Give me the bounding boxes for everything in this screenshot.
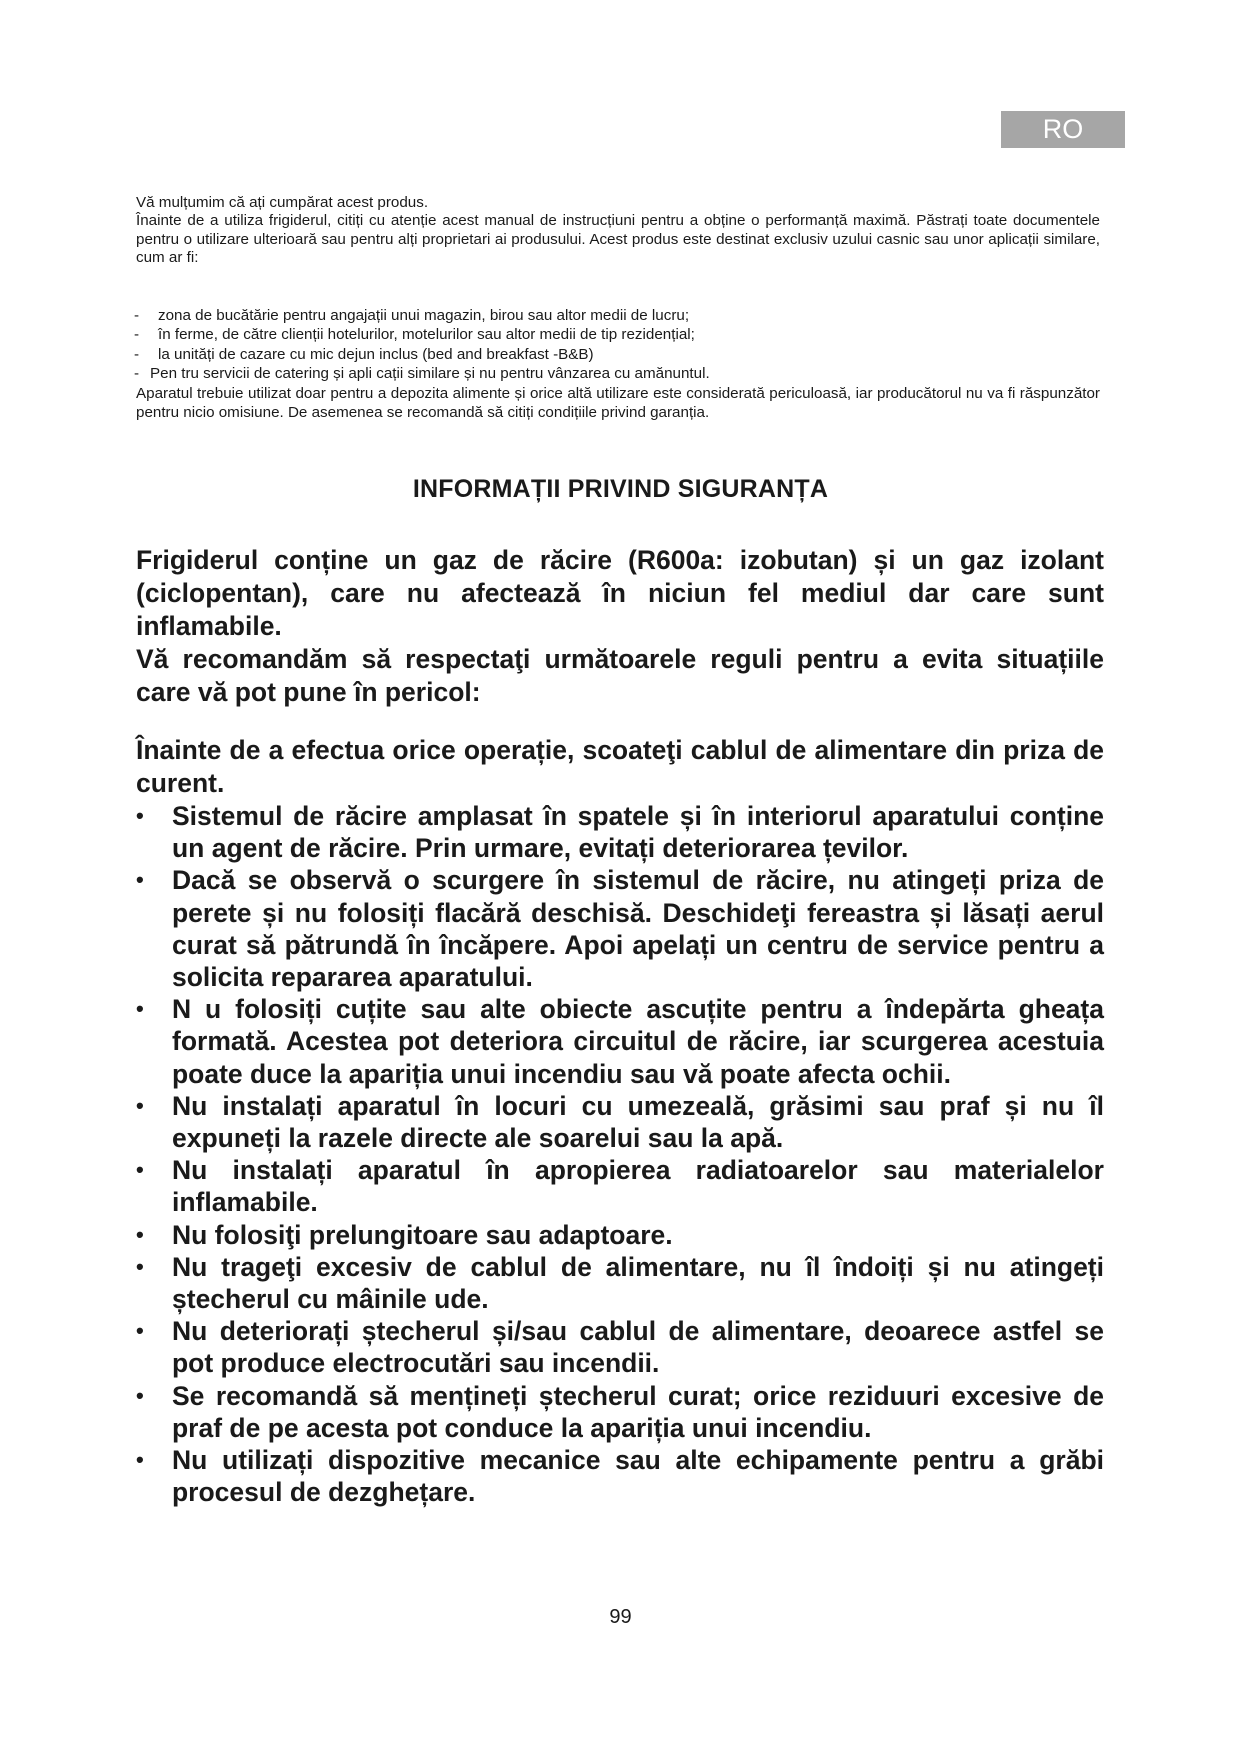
usage-item [134,325,1100,344]
safety-item-text: Sistemul de răcire amplasat în spatele și în interiorul aparatului conține un agent de răcire. Prin urmare, evitați deteriorarea țevilor. [172,801,1104,864]
safety-item-text: Se recomandă să mențineți ștecherul curat; orice reziduuri excesive de praf de pe acesta pot conduce la apariția unui incendiu. [172,1380,1104,1443]
usage-item-text: Pen tru servicii de catering și apli cații similare și nu pentru vânzarea cu amănuntul. [150,364,710,382]
safety-item [136,1251,1104,1315]
safety-item-text: Nu instalați aparatul în locuri cu umezeală, grăsimi sau praf și nu îl expuneți la razele directe ale soarelui sau la apă. [172,1090,1104,1154]
safety-list [136,800,1104,1508]
bullet-icon: • [136,1382,144,1408]
usage-item-text: zona de bucătărie pentru angajații unui magazin, birou sau altor medii de lucru; [158,307,690,324]
safety-item-text: Nu utilizați dispozitive mecanice sau alte echipamente pentru a grăbi procesul de dezghețare. [172,1445,1104,1508]
dash-marker: - [134,326,140,344]
safety-item-text: Nu trageţi excesiv de cablul de alimentare, nu îl îndoiți și nu atingeți ștecherul cu mâinile ude. [172,1251,1104,1315]
closing-paragraph: Aparatul trebuie utilizat doar pentru a depozita alimente și orice altă utilizare este considerată periculoasă, iar producătorul nu va fi răspunzător pentru nicio omisiune. De asemenea se recomandă să citiți condițiile privind garanția. [136,385,1100,421]
usage-item [134,306,1100,325]
intro-text [136,194,1100,267]
safety-item [136,1154,1104,1218]
section-title: INFORMAȚII PRIVIND SIGURANȚA [412,475,829,503]
safety-item [136,1219,1104,1251]
safety-item [136,864,1104,993]
intro-thanks: Vă mulțumim că ați cumpărat acest produs. [136,194,429,211]
usage-item-text: în ferme, de către clienții hotelurilor, motelurilor sau altor medii de tip rezidențial; [158,326,695,344]
warning-block [136,544,1104,709]
bullet-icon: • [136,867,144,893]
safety-item-text: Nu folosiţi prelungitoare sau adaptoare. [172,1219,673,1250]
usage-item-text: la unități de cazare cu mic dejun inclus (bed and breakfast -B&B) [158,345,594,363]
safety-item [136,1315,1104,1379]
bullet-icon: • [136,1221,144,1247]
bullet-icon: • [136,1253,144,1279]
warning-gas: Frigiderul conține un gaz de răcire (R600a: izobutan) și un gaz izolant (ciclopentan), care nu afectează în niciun fel mediul dar care sunt inflamabile. [136,545,1104,641]
warning-recommendation: Vă recomandăm să respectaţi următoarele reguli pentru a evita situațiile care vă pot pune în pericol: [136,644,1104,707]
bullet-icon: • [136,1447,144,1473]
safety-item [136,993,1104,1090]
dash-marker: - [134,364,140,382]
bullet-icon: • [136,1318,144,1344]
usage-list [134,306,1100,383]
safety-item [136,800,1104,864]
safety-item-text: Nu deteriorați ștecherul și/sau cablul de alimentare, deoarece astfel se pot produce electrocutări sau incendii. [172,1316,1104,1379]
bullet-icon: • [136,1157,144,1183]
safety-item-text: N u folosiți cuțite sau alte obiecte ascuțite pentru a îndepărta gheața formată. Acestea pot deteriora circuitul de răcire, iar scurgerea acestuia poate duce la apariția unui incendiu sau vă poate afecta ochii. [172,994,1104,1089]
safety-item [136,1444,1104,1508]
usage-item [134,364,1100,383]
dash-marker: - [134,307,140,324]
safety-item-text: Dacă se observă o scurgere în sistemul de răcire, nu atingeți priza de perete și nu folosiți flacără deschisă. Deschideţi fereastra și lăsați aerul curat să pătrundă în încăpere. Apoi apelați un centru de service pentru a solicita repararea aparatului. [172,865,1104,993]
bullet-icon: • [136,1092,144,1118]
dash-marker: - [134,345,140,363]
bullet-icon: • [136,803,144,828]
page-number: 99 [609,1606,632,1628]
safety-item [136,1380,1104,1444]
usage-item [134,345,1100,364]
bullet-icon: • [136,996,144,1022]
intro-instructions: Înainte de a utiliza frigiderul, citiți cu atenție acest manual de instrucțiuni pentru a obține o performanță maximă. Păstrați toate documentele pentru o utilizare ulterioară sau pentru alți proprietari ai produsului. Acest produs este destinat exclusiv uzului casnic sau unor aplicații similare, cum ar fi: [136,212,1100,266]
unplug-instruction: Înainte de a efectua orice operație, scoateţi cablul de alimentare din priza de curent. [136,735,1104,798]
language-badge: RO [1001,111,1125,148]
safety-item-text: Nu instalați aparatul în apropierea radiatoarelor sau materialelor inflamabile. [172,1155,1104,1218]
safety-item [136,1090,1104,1154]
